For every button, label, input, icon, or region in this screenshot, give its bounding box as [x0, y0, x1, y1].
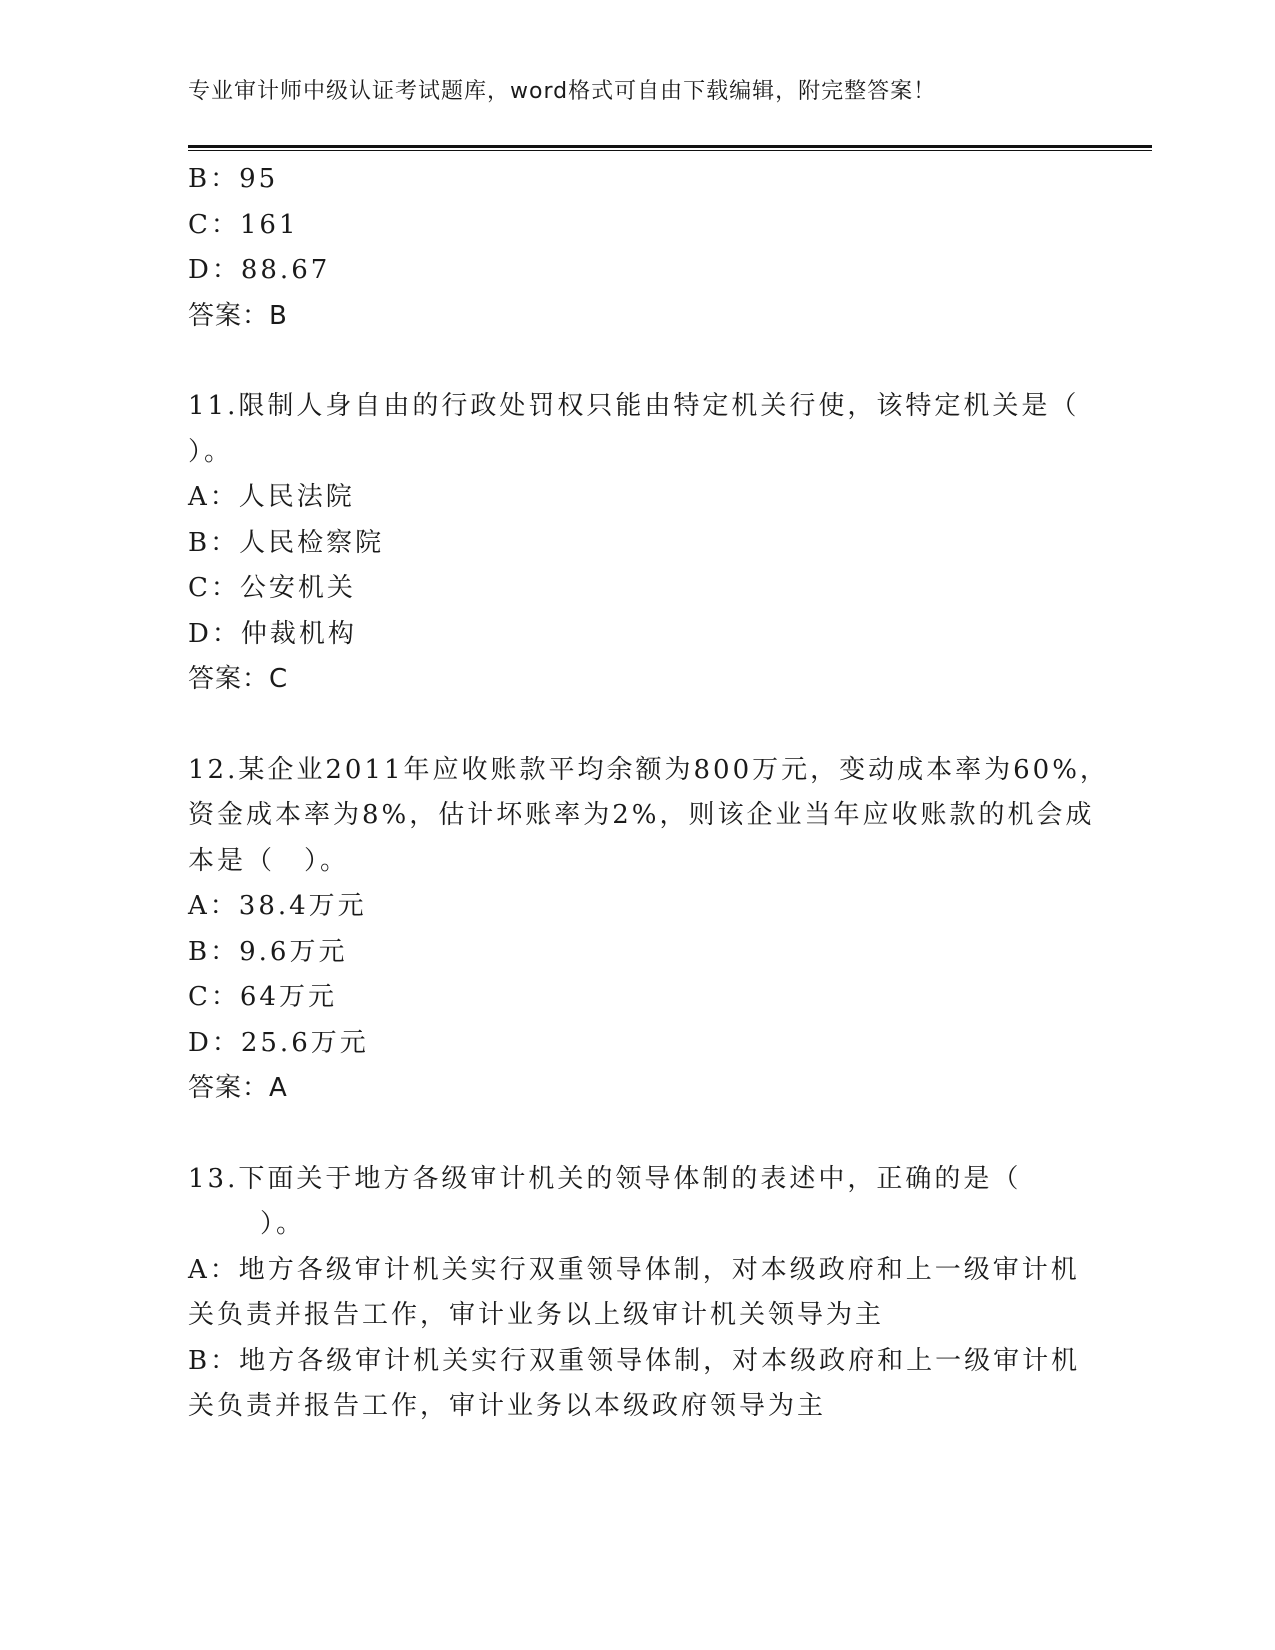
q12-option-c: C：64万元	[188, 982, 337, 1012]
q11-answer: 答案：C	[188, 664, 289, 694]
q12-stem-line3: 本是（ ）。	[188, 845, 350, 876]
q11-option-d: D：仲裁机构	[188, 618, 357, 649]
question-13-block	[188, 1157, 1088, 1430]
q10-option-c: C：161	[188, 209, 299, 240]
question-10-block	[188, 157, 1088, 339]
q10-answer: 答案：B	[188, 300, 288, 331]
spacer	[188, 339, 1088, 384]
document-body	[188, 157, 1109, 1430]
q10-option-b: B：95	[188, 164, 279, 194]
q12-option-b: B：9.6万元	[188, 936, 348, 967]
q13-stem-line1: 13.下面关于地方各级审计机关的领导体制的表述中，正确的是（	[188, 1163, 1022, 1194]
q12-stem-line2: 资金成本率为8%，估计坏账率为2%，则该企业当年应收账款的机会成	[188, 800, 1095, 830]
q11-option-a: A：人民法院	[188, 482, 355, 512]
q12-option-d: D：25.6万元	[188, 1027, 369, 1058]
header-rule-thin	[188, 150, 1152, 151]
q13-option-b-line2: 关负责并报告工作，审计业务以本级政府领导为主	[188, 1391, 827, 1421]
q13-option-a-line2: 关负责并报告工作，审计业务以上级审计机关领导为主	[188, 1300, 885, 1330]
q11-stem-line2: ）。	[188, 436, 234, 467]
q12-answer: 答案：A	[188, 1073, 288, 1103]
q13-option-a-line1: A：地方各级审计机关实行双重领导体制，对本级政府和上一级审计机	[188, 1254, 1080, 1285]
q11-option-c: C：公安机关	[188, 573, 356, 603]
q13-stem-line2: ）。	[260, 1209, 306, 1239]
q11-option-b: B：人民检察院	[188, 527, 385, 558]
page-header: 专业审计师中级认证考试题库，word格式可自由下载编辑，附完整答案！	[188, 79, 937, 104]
q12-stem-line1: 12.某企业2011年应收账款平均余额为800万元，变动成本率为60%，	[188, 754, 1109, 785]
spacer	[188, 703, 1088, 748]
q11-stem-line1: 11.限制人身自由的行政处罚权只能由特定机关行使，该特定机关是（	[188, 391, 1080, 421]
header-rule-thick	[188, 145, 1152, 148]
question-12-block	[188, 748, 1109, 1112]
q13-option-b-line1: B：地方各级审计机关实行双重领导体制，对本级政府和上一级审计机	[188, 1345, 1081, 1376]
question-11-block	[188, 384, 1088, 703]
spacer	[188, 1112, 1088, 1157]
q10-option-d: D：88.67	[188, 255, 331, 285]
q12-option-a: A：38.4万元	[188, 891, 367, 921]
